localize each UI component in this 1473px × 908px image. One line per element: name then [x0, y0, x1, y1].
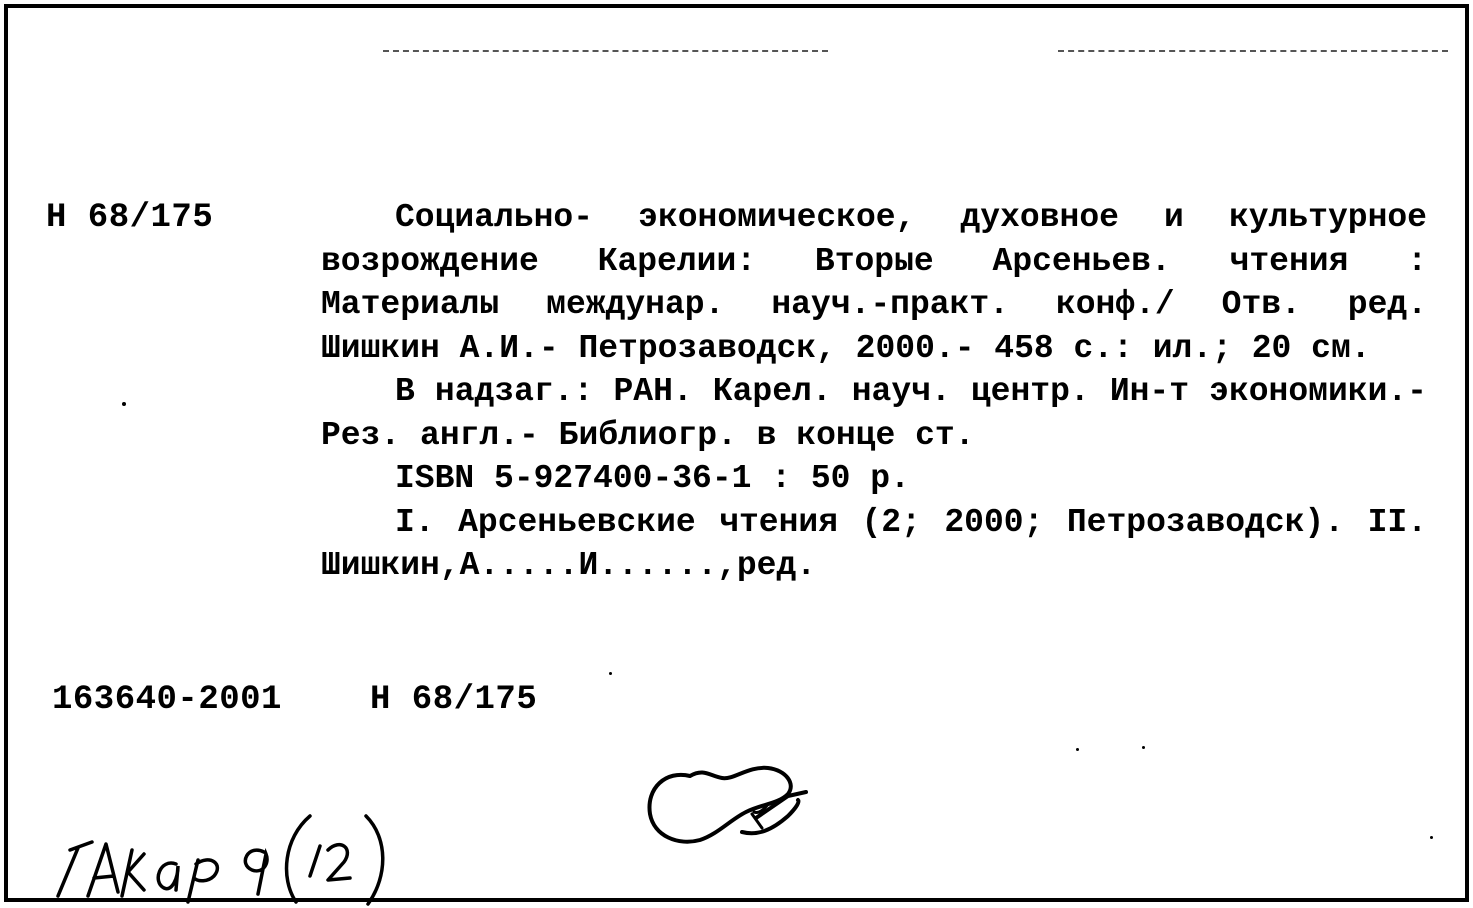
stray-dot-mid: [609, 672, 612, 675]
isbn-line: ISBN 5-927400-36-1 : 50 р.: [395, 460, 910, 497]
stray-dot-right-2: [1142, 746, 1145, 749]
handwritten-shelf-note: [48, 798, 408, 908]
inventory-call-number: Н 68/175: [370, 681, 538, 719]
notes-paragraph: В надзаг.: РАН. Карел. науч. центр. Ин-т экономики.- Рез. англ.- Библиогр. в конце ст.: [321, 373, 1427, 454]
stray-dot-left: [122, 402, 126, 406]
call-number: Н 68/175: [46, 199, 214, 237]
stray-dot-right-1: [1076, 748, 1079, 751]
signature-mark-icon: [638, 748, 828, 868]
tracings-paragraph: I. Арсеньевские чтения (2; 2000; Петрозаводск). II. Шишкин,А.....И......,ред.: [321, 503, 1427, 584]
top-dashed-rule-left: [383, 50, 828, 52]
inventory-number: 163640-2001: [52, 681, 282, 719]
bibliographic-description: [321, 196, 1427, 588]
description-paragraph: Социально- экономическое, духовное и культурное возрождение Карелии: Вторые Арсеньев. чтения : Материалы междунар. науч.-практ. конф./ Отв. ред. Шишкин А.И.- Петрозаводск, 2000.- 458 с.: ил.; 20 см.: [321, 199, 1427, 367]
top-dashed-rule-right: [1058, 50, 1448, 52]
catalog-card: [4, 4, 1469, 902]
stray-dot-right-3: [1430, 836, 1433, 839]
